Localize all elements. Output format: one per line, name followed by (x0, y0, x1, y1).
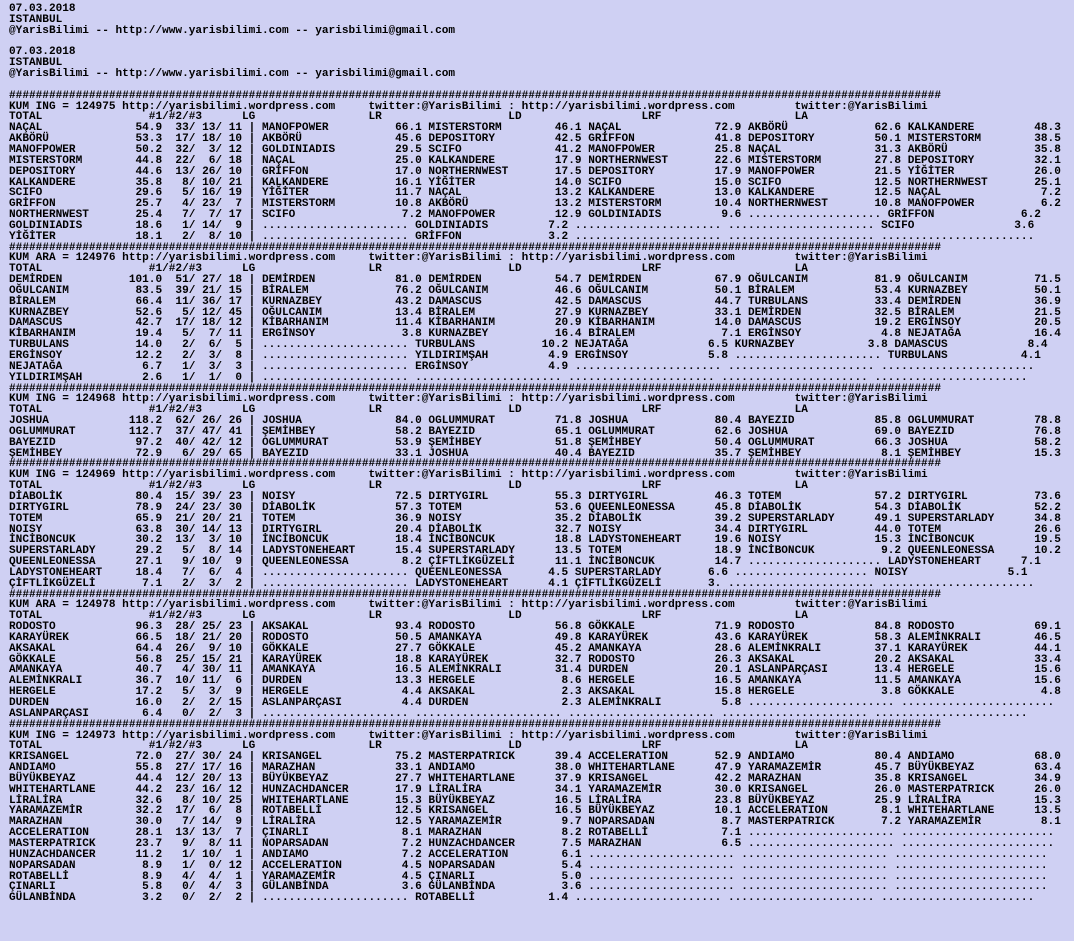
header-block (9, 4, 1074, 37)
race-block-124978: ############################################################################################################################################ KUM ARA = 124978 http://yarisbilimi.wordpress.com twitter:@YarisBilimi : http://yarisbilimi.wordpress.com twitter:@YarisBilimi TOTAL #1/#2/#3 LG LR LD LRF LA RODOSTO 96.3 28/ 25/ 23 | AKSAKAL 93.4 RODOSTO 56.8 GÖKKALE 71.9 RODOSTO 84.8 RODOSTO 69.1 KARAYÜREK 66.5 18/ 21/ 20 | RODOSTO 50.5 AMANKAYA 49.8 KARAYÜREK 43.6 KARAYÜREK 58.3 ALEMİNKRALI 46.5 AKSAKAL 64.4 26/ 9/ 10 | GÖKKALE 27.7 GÖKKALE 45.2 AMANKAYA 28.6 ALEMİNKRALI 37.1 KARAYÜREK 44.1 GÖKKALE 56.8 25/ 15/ 21 | KARAYÜREK 18.8 KARAYÜREK 32.7 RODOSTO 26.3 AKSAKAL 20.2 AKSAKAL 33.4 AMANKAYA 40.7 4/ 30/ 11 | AMANKAYA 16.5 ALEMİNKRALI 31.4 DURDEN 20.1 ASLANPARÇASI 13.4 HERGELE 15.6 ALEMİNKRALI 36.7 10/ 11/ 6 | DURDEN 13.3 HERGELE 8.6 HERGELE 16.5 AMANKAYA 11.5 AMANKAYA 15.6 HERGELE 17.2 5/ 3/ 9 | HERGELE 4.4 AKSAKAL 2.3 AKSAKAL 15.8 HERGELE 3.8 GÖKKALE 4.8 DURDEN 16.0 2/ 2/ 15 | ASLANPARÇASI 4.4 DURDEN 2.3 ALEMİNKRALI 5.8 ...................... ....................... ASLANPARÇASI 6.4 0/ 2/ 3 | ...................... ...................... ...................... ...................... ....................... (9, 588, 1061, 720)
report-city-repeat: ISTANBUL (9, 57, 63, 70)
report-city: ISTANBUL (9, 13, 63, 26)
race-block-124969: ############################################################################################################################################ KUM ING = 124969 http://yarisbilimi.wordpress.com twitter:@YarisBilimi : http://yarisbilimi.wordpress.com twitter:@YarisBilimi TOTAL #1/#2/#3 LG LR LD LRF LA DİABOLİK 80.4 15/ 39/ 23 | NOISY 72.5 DIRTYGIRL 55.3 DIRTYGIRL 46.3 TOTEM 57.2 DIRTYGIRL 73.6 DIRTYGIRL 78.9 24/ 23/ 30 | DİABOLİK 57.3 TOTEM 53.6 QUEENLEONESSA 45.8 DİABOLİK 54.3 DİABOLİK 52.2 TOTEM 65.9 21/ 20/ 21 | TOTEM 36.9 NOISY 35.2 DİABOLİK 39.2 SUPERSTARLADY 49.1 SUPERSTARLADY 34.8 NOISY 63.8 30/ 14/ 13 | DIRTYGIRL 20.4 DİABOLİK 32.7 NOISY 34.4 DIRTYGIRL 44.0 TOTEM 26.6 İNCİBONCUK 30.2 13/ 3/ 10 | İNCİBONCUK 18.4 İNCİBONCUK 18.8 LADYSTONEHEART 19.6 NOISY 15.3 İNCİBONCUK 19.5 SUPERSTARLADY 29.2 5/ 8/ 14 | LADYSTONEHEART 15.4 SUPERSTARLADY 13.5 TOTEM 18.9 İNCİBONCUK 9.2 QUEENLEONESSA 10.2 QUEENLEONESSA 27.1 9/ 10/ 9 | QUEENLEONESSA 8.2 ÇİFTLİKGÜZELİ 11.1 İNCİBONCUK 14.7 .................... LADYSTONEHEART 7.1 LADYSTONEHEART 18.4 7/ 6/ 4 | ...................... QUEENLEONESSA 4.5 SUPERSTARLADY 6.6 .................... NOISY 5.1 ÇİFTLİKGÜZELİ 7.1 2/ 3/ 2 | ...................... LADYSTONEHEART 4.1 ÇİFTLİKGÜZELİ 3. ...................... ....................... (9, 458, 1061, 590)
spacer (9, 37, 1074, 48)
header-block-repeat (9, 47, 1074, 80)
contact-line: @YarisBilimi -- http://www.yarisbilimi.com -- yarisbilimi@gmail.com (9, 24, 456, 37)
report-date: 07.03.2018 (9, 3, 76, 15)
report-date-repeat: 07.03.2018 (9, 46, 76, 59)
contact-line-repeat: @YarisBilimi -- http://www.yarisbilimi.com -- yarisbilimi@gmail.com (9, 68, 456, 81)
race-block-124976: ############################################################################################################################################ KUM ARA = 124976 http://yarisbilimi.wordpress.com twitter:@YarisBilimi : http://yarisbilimi.wordpress.com twitter:@YarisBilimi TOTAL #1/#2/#3 LG LR LD LRF LA DEMİRDEN 101.0 51/ 27/ 18 | DEMİRDEN 81.0 DEMİRDEN 54.7 DEMİRDEN 67.9 OĞULCANIM 81.9 OĞULCANIM 71.5 OĞULCANIM 83.5 39/ 21/ 15 | BİRALEM 76.2 OĞULCANIM 46.6 OĞULCANIM 50.1 BİRALEM 53.4 KURNAZBEY 50.1 BİRALEM 66.4 11/ 36/ 17 | KURNAZBEY 43.2 DAMASCUS 42.5 DAMASCUS 44.7 TURBULANS 33.4 DEMİRDEN 36.9 KURNAZBEY 52.6 5/ 12/ 45 | OĞULCANIM 13.4 BİRALEM 27.9 KURNAZBEY 33.1 DEMİRDEN 32.5 BİRALEM 21.5 DAMASCUS 42.7 17/ 18/ 12 | KİBARHANIM 11.4 KİBARHANIM 20.9 KİBARHANIM 14.0 DAMASCUS 19.2 ERGİNSOY 20.5 KİBARHANIM 19.4 5/ 7/ 11 | ERGİNSOY 3.8 KURNAZBEY 16.4 BİRALEM 7.1 ERGİNSOY 4.8 NEJATAĞA 16.4 TURBULANS 14.0 2/ 6/ 5 | ...................... TURBULANS 10.2 NEJATAĞA 6.5 KURNAZBEY 3.8 DAMASCUS 8.4 ERGİNSOY 12.2 2/ 3/ 8 | ...................... YILDIRIMŞAH 4.9 ERGİNSOY 5.8 ...................... TURBULANS 4.1 NEJATAĞA 6.7 1/ 3/ 3 | ...................... ERGİNSOY 4.9 ...................... ...................... ....................... YILDIRIMŞAH 2.6 1/ 1/ 0 | ...................... ...................... ...................... ...................... ....................... (9, 241, 1061, 384)
race-block-124975: ############################################################################################################################################ KUM ING = 124975 http://yarisbilimi.wordpress.com twitter:@YarisBilimi : http://yarisbilimi.wordpress.com twitter:@YarisBilimi TOTAL #1/#2/#3 LG LR LD LRF LA NAÇAL 54.9 33/ 13/ 11 | MANOFPOWER 66.1 MISTERSTORM 46.1 NAÇAL 72.9 AKBÖRÜ 62.6 KALKANDERE 48.3 AKBÖRÜ 53.3 17/ 18/ 10 | AKBÖRÜ 45.6 DEPOSITORY 42.5 GRİFFON 41.8 DEPOSITORY 50.1 MISTERSTORM 38.5 MANOFPOWER 50.2 32/ 3/ 12 | GOLDINIADIS 29.5 SCIFO 41.2 MANOFPOWER 25.8 NAÇAL 31.3 AKBÖRÜ 35.8 MISTERSTORM 44.8 22/ 6/ 18 | NAÇAL 25.0 KALKANDERE 17.9 NORTHERNWEST 22.6 MISTERSTORM 27.8 DEPOSITORY 32.1 DEPOSITORY 44.6 13/ 26/ 10 | GRİFFON 17.0 NORTHERNWEST 17.5 DEPOSITORY 17.9 MANOFPOWER 21.5 YİĞİTER 26.0 KALKANDERE 35.8 8/ 10/ 21 | KALKANDERE 16.1 YİĞİTER 14.0 SCIFO 15.0 SCIFO 12.5 NORTHERNWEST 25.1 SCIFO 29.6 5/ 16/ 19 | YİĞİTER 11.7 NAÇAL 13.2 KALKANDERE 13.0 KALKANDERE 12.5 NAÇAL 7.2 GRİFFON 25.7 4/ 23/ 7 | MISTERSTORM 10.8 AKBÖRÜ 13.2 MISTERSTORM 10.4 NORTHERNWEST 10.8 MANOFPOWER 6.2 NORTHERNWEST 25.4 7/ 7/ 17 | SCIFO 7.2 MANOFPOWER 12.9 GOLDINIADIS 9.6 .................... GRİFFON 6.2 GOLDINIADIS 18.6 1/ 14/ 9 | ...................... GOLDINIADIS 7.2 ...................... ...................... SCIFO 3.6 YİĞİTER 18.1 2/ 8/ 10 | ...................... GRİFFON 3.2 ...................... ...................... ....................... (9, 89, 1061, 243)
race-block-124973: ############################################################################################################################################ KUM ING = 124973 http://yarisbilimi.wordpress.com twitter:@YarisBilimi : http://yarisbilimi.wordpress.com twitter:@YarisBilimi TOTAL #1/#2/#3 LG LR LD LRF LA KRISANGEL 72.0 27/ 30/ 24 | KRISANGEL 75.2 MASTERPATRICK 39.4 ACCELERATION 52.9 ANDIAMO 80.4 ANDIAMO 68.0 ANDIAMO 55.8 27/ 17/ 16 | MARAZHAN 33.1 ANDIAMO 38.0 WHITEHARTLANE 47.9 YARAMAZEMİR 45.7 BÜYÜKBEYAZ 63.4 BÜYÜKBEYAZ 44.4 12/ 20/ 13 | BÜYÜKBEYAZ 27.7 WHITEHARTLANE 37.9 KRISANGEL 42.2 MARAZHAN 35.8 KRISANGEL 34.9 WHITEHARTLANE 44.2 23/ 16/ 12 | HUNZACHDANCER 17.9 LİRALİRA 34.1 YARAMAZEMİR 30.0 KRISANGEL 26.0 MASTERPATRICK 26.0 LİRALİRA 32.6 8/ 10/ 25 | WHITEHARTLANE 15.3 BÜYÜKBEYAZ 16.5 LİRALİRA 23.8 BÜYÜKBEYAZ 25.9 LİRALİRA 15.3 YARAMAZEMİR 32.2 17/ 6/ 8 | ROTABELLİ 12.5 KRISANGEL 16.5 BÜYÜKBEYAZ 10.1 ACCELERATION 8.1 WHITEHARTLANE 13.5 MARAZHAN 30.0 7/ 14/ 9 | LİRALİRA 12.5 YARAMAZEMİR 9.7 NOPARSADAN 8.7 MASTERPATRICK 7.2 YARAMAZEMİR 8.1 ACCELERATION 28.1 13/ 13/ 7 | ÇINARLI 8.1 MARAZHAN 8.2 ROTABELLİ 7.1 ...................... ....................... MASTERPATRICK 23.7 9/ 8/ 11 | NOPARSADAN 7.2 HUNZACHDANCER 7.5 MARAZHAN 6.5 ...................... ....................... HUNZACHDANCER 11.2 1/ 10/ 1 | ANDIAMO 7.2 ACCELERATION 6.1 ...................... ...................... ....................... NOPARSADAN 8.9 1/ 0/ 12 | ACCELERATION 4.5 NOPARSADAN 5.4 ...................... ...................... ....................... ROTABELLİ 8.9 4/ 4/ 1 | YARAMAZEMİR 4.5 ÇINARLI 5.0 ...................... ...................... ....................... ÇINARLI 5.8 0/ 4/ 3 | GÜLANBİNDA 3.6 GÜLANBİNDA 3.6 ...................... ...................... ....................... GÜLANBİNDA 3.2 0/ 2/ 2 | ...................... ROTABELLİ 1.4 ...................... ...................... ....................... (9, 718, 1061, 905)
race-block-124968: ############################################################################################################################################ KUM ING = 124968 http://yarisbilimi.wordpress.com twitter:@YarisBilimi : http://yarisbilimi.wordpress.com twitter:@YarisBilimi TOTAL #1/#2/#3 LG LR LD LRF LA JOSHUA 118.2 62/ 26/ 26 | JOSHUA 84.0 OGLUMMURAT 71.8 JOSHUA 80.4 BAYEZID 85.8 OGLUMMURAT 78.8 OGLUMMURAT 112.7 37/ 47/ 41 | ŞEMİHBEY 58.2 BAYEZID 65.1 OGLUMMURAT 62.6 JOSHUA 69.0 BAYEZID 76.8 BAYEZID 97.2 40/ 42/ 12 | OGLUMMURAT 53.9 ŞEMİHBEY 51.8 ŞEMİHBEY 50.4 OGLUMMURAT 66.3 JOSHUA 58.2 ŞEMİHBEY 72.9 6/ 29/ 65 | BAYEZID 33.1 JOSHUA 40.4 BAYEZID 35.7 ŞEMİHBEY 8.1 ŞEMİHBEY 15.3 (9, 382, 1061, 460)
